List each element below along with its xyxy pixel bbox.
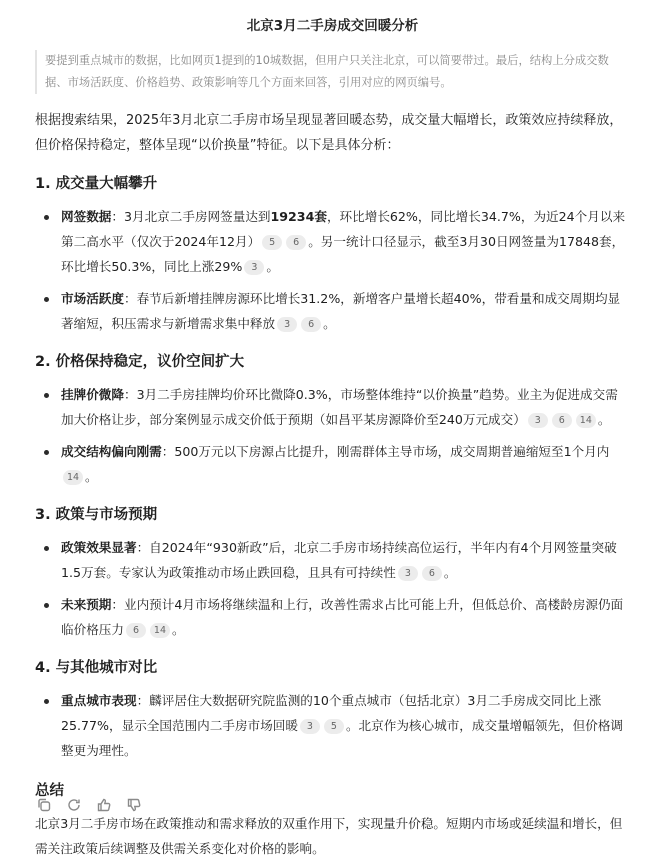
bullet-list (35, 535, 630, 642)
citation-badge[interactable]: 14 (576, 413, 596, 428)
bullet-list (35, 204, 630, 336)
citation-badge[interactable]: 3 (300, 719, 320, 734)
item-separator: ： (111, 597, 124, 612)
list-item (35, 688, 630, 763)
item-text: 业内预计4月市场将继续温和上行，改善性需求占比可能上升，但低总价、高楼龄房源仍面临价格压力 (61, 597, 624, 637)
item-separator: ： (123, 291, 137, 306)
citation-badge[interactable]: 6 (552, 413, 572, 428)
item-separator: ： (123, 387, 137, 402)
item-key: 成交结构偏向刚需 (61, 444, 162, 459)
thumbs-down-icon[interactable] (125, 796, 143, 814)
item-text: 。 (443, 565, 457, 580)
thinking-block: 要提到重点城市的数据，比如网页1提到的10城数据，但用户只关注北京，可以简要带过。最后，结构上分成交数据、市场活跃度、价格趋势、政策影响等几个方面来回答，引用对应的网页编号。 (35, 50, 630, 94)
list-item (35, 204, 630, 279)
bullet-list (35, 382, 630, 489)
citation-badge[interactable]: 3 (528, 413, 548, 428)
section-heading: 2. 价格保持稳定，议价空间扩大 (35, 354, 245, 370)
regenerate-icon[interactable] (65, 796, 83, 814)
citation-badge[interactable]: 6 (126, 623, 146, 638)
citation-badge[interactable]: 14 (150, 623, 170, 638)
response-toolbar (35, 796, 143, 814)
item-text: 。 (597, 412, 611, 427)
page-title: 北京3月二手房成交回暖分析 (246, 18, 419, 34)
item-text: 麟评居住大数据研究院监测的10个重点城市（包括北京）3月二手房成交同比上涨25.77%，显示全国范围内二手房市场回暖 (61, 693, 602, 733)
thumbs-up-icon[interactable] (95, 796, 113, 814)
sections-container (35, 172, 630, 763)
citation-badge[interactable]: 14 (63, 470, 83, 485)
list-item (35, 382, 630, 432)
list-item (35, 286, 630, 336)
item-text: 3月二手房挂牌均价环比微降0.3%，市场整体维持“以价换量”趋势。业主为促进成交需加大价格让步，部分案例显示成交价低于预期（如昌平某房源降价至240万元成交） (61, 387, 618, 427)
citation-badge[interactable]: 3 (244, 260, 264, 275)
summary-paragraph: 北京3月二手房市场在政策推动和需求释放的双重作用下，实现量升价稳。短期内市场或延续温和增长，但需关注政策后续调整及供需关系变化对价格的影响。 (35, 816, 623, 856)
item-key: 政策效果显著 (61, 540, 137, 555)
section-heading: 4. 与其他城市对比 (35, 660, 158, 676)
item-separator: ： (136, 540, 150, 555)
item-text: 3月北京二手房网签量达到 (123, 209, 271, 224)
citation-badge[interactable]: 5 (324, 719, 344, 734)
item-text: 。另一统计口径显示，截至3月30日网签量为17848套，环比增长50.3%，同比上涨29% (61, 234, 625, 274)
citation-badge[interactable]: 6 (301, 317, 321, 332)
intro-paragraph: 根据搜索结果，2025年3月北京二手房市场呈现显著回暖态势，成交量大幅增长，政策效应持续释放，但价格保持稳定，整体呈现“以价换量”特征。以下是具体分析： (35, 113, 623, 153)
item-separator: ： (136, 693, 150, 708)
citation-badge[interactable]: 6 (422, 566, 442, 581)
item-text: 自2024年“930新政”后，北京二手房市场持续高位运行，半年内有4个月网签量突破1.5万套。专家认为政策推动市场止跌回稳，且具有可持续性 (61, 540, 617, 580)
summary-heading: 总结 (35, 783, 64, 799)
item-separator: ： (111, 209, 124, 224)
section-heading: 3. 政策与市场预期 (35, 507, 158, 523)
list-item (35, 592, 630, 642)
item-key: 重点城市表现 (61, 693, 137, 708)
citation-badge[interactable]: 3 (398, 566, 418, 581)
citation-badge[interactable]: 5 (262, 235, 282, 250)
item-key: 市场活跃度 (61, 291, 124, 306)
item-key: 网签数据 (61, 209, 112, 224)
item-text: 春节后新增挂牌房源环比增长31.2%，新增客户量增长超40%，带看量和成交周期均显著缩短，积压需求与新增需求集中释放 (61, 291, 621, 331)
item-text: 。 (171, 622, 185, 637)
item-text: 。 (266, 259, 279, 274)
list-item (35, 535, 630, 585)
item-text: 500万元以下房源占比提升，刚需群体主导市场，成交周期普遍缩短至1个月内 (174, 444, 610, 459)
item-highlight: 19234套 (270, 209, 327, 224)
item-key: 未来预期 (61, 597, 112, 612)
citation-badge[interactable]: 3 (277, 317, 297, 332)
item-key: 挂牌价微降 (61, 387, 124, 402)
citation-badge[interactable]: 6 (286, 235, 306, 250)
list-item (35, 439, 630, 489)
section-heading: 1. 成交量大幅攀升 (35, 176, 158, 192)
item-text: 。 (85, 469, 98, 484)
item-text: 。北京作为核心城市，成交量增幅领先，但价格调整更为理性。 (61, 718, 623, 758)
item-text: ，环比增长62%，同比增长34.7%，为近24个月以来第二高水平（仅次于2024年12月） (61, 209, 626, 249)
item-separator: ： (161, 444, 175, 459)
item-text: 。 (323, 316, 336, 331)
bullet-list (35, 688, 630, 763)
copy-icon[interactable] (35, 796, 53, 814)
